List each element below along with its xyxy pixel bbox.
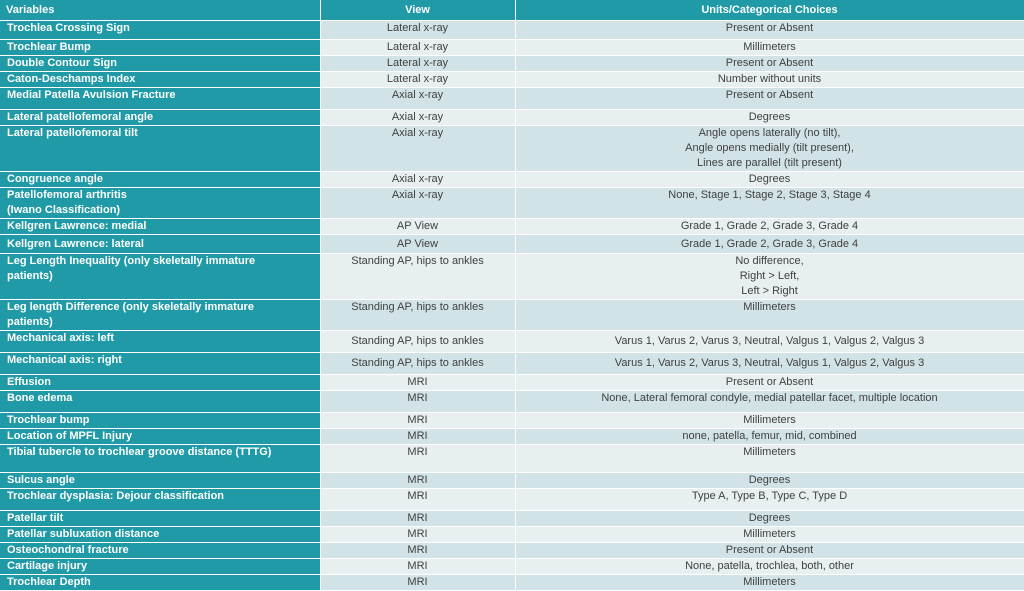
variable-cell: Medial Patella Avulsion Fracture <box>0 88 320 110</box>
view-cell: MRI <box>320 543 515 559</box>
view-cell: MRI <box>320 429 515 445</box>
table-row <box>0 331 1024 353</box>
units-cell: Present or Absent <box>515 375 1024 391</box>
view-cell: MRI <box>320 413 515 429</box>
view-cell: Lateral x-ray <box>320 21 515 40</box>
view-cell: Standing AP, hips to ankles <box>320 300 515 331</box>
table-row <box>0 56 1024 72</box>
table-row <box>0 110 1024 126</box>
variable-cell: Lateral patellofemoral tilt <box>0 126 320 172</box>
units-cell: Varus 1, Varus 2, Varus 3, Neutral, Valgus 1, Valgus 2, Valgus 3 <box>515 331 1024 353</box>
units-cell: None, Lateral femoral condyle, medial patellar facet, multiple location <box>515 391 1024 413</box>
table-row <box>0 575 1024 591</box>
table-row <box>0 188 1024 219</box>
table-row <box>0 429 1024 445</box>
view-cell: Axial x-ray <box>320 110 515 126</box>
variable-cell: Leg length Difference (only skeletally immature patients) <box>0 300 320 331</box>
table-row <box>0 235 1024 254</box>
variable-cell: Effusion <box>0 375 320 391</box>
view-cell: MRI <box>320 511 515 527</box>
table-row <box>0 391 1024 413</box>
variable-cell: Leg Length Inequality (only skeletally immature patients) <box>0 254 320 300</box>
table-row <box>0 511 1024 527</box>
variable-cell: Kellgren Lawrence: lateral <box>0 235 320 254</box>
units-cell: None, Stage 1, Stage 2, Stage 3, Stage 4 <box>515 188 1024 219</box>
header-row <box>0 0 1024 21</box>
view-cell: Axial x-ray <box>320 188 515 219</box>
units-cell: No difference, Right > Left, Left > Right <box>515 254 1024 300</box>
variable-cell: Bone edema <box>0 391 320 413</box>
variable-cell: Location of MPFL Injury <box>0 429 320 445</box>
units-cell: none, patella, femur, mid, combined <box>515 429 1024 445</box>
variable-cell: Trochlear Bump <box>0 40 320 56</box>
view-cell: Standing AP, hips to ankles <box>320 331 515 353</box>
table-row <box>0 353 1024 375</box>
variable-cell: Trochlear Depth <box>0 575 320 591</box>
units-cell: Degrees <box>515 110 1024 126</box>
variable-cell: Mechanical axis: right <box>0 353 320 375</box>
view-cell: Lateral x-ray <box>320 40 515 56</box>
units-cell: Present or Absent <box>515 21 1024 40</box>
table-row <box>0 254 1024 300</box>
variable-cell: Kellgren Lawrence: medial <box>0 219 320 235</box>
units-cell: Millimeters <box>515 575 1024 591</box>
variable-cell: Osteochondral fracture <box>0 543 320 559</box>
units-cell: Millimeters <box>515 413 1024 429</box>
view-cell: AP View <box>320 219 515 235</box>
table-row <box>0 88 1024 110</box>
view-cell: Standing AP, hips to ankles <box>320 254 515 300</box>
units-cell: Degrees <box>515 473 1024 489</box>
variable-cell: Mechanical axis: left <box>0 331 320 353</box>
units-cell: Degrees <box>515 172 1024 188</box>
table-row <box>0 21 1024 40</box>
table-row <box>0 527 1024 543</box>
view-cell: AP View <box>320 235 515 254</box>
variable-cell: Trochlear dysplasia: Dejour classification <box>0 489 320 511</box>
header-view: View <box>320 0 515 21</box>
header-variables: Variables <box>0 0 320 21</box>
table-row <box>0 489 1024 511</box>
units-cell: Present or Absent <box>515 88 1024 110</box>
table-row <box>0 300 1024 331</box>
units-cell: Millimeters <box>515 527 1024 543</box>
table-row <box>0 40 1024 56</box>
variable-cell: Double Contour Sign <box>0 56 320 72</box>
units-cell: Grade 1, Grade 2, Grade 3, Grade 4 <box>515 235 1024 254</box>
variable-cell: Sulcus angle <box>0 473 320 489</box>
variable-cell: Patellofemoral arthritis (Iwano Classification) <box>0 188 320 219</box>
view-cell: Standing AP, hips to ankles <box>320 353 515 375</box>
variable-cell: Trochlea Crossing Sign <box>0 21 320 40</box>
units-cell: Millimeters <box>515 40 1024 56</box>
units-cell: Varus 1, Varus 2, Varus 3, Neutral, Valgus 1, Valgus 2, Valgus 3 <box>515 353 1024 375</box>
table-row <box>0 72 1024 88</box>
table-row <box>0 375 1024 391</box>
view-cell: Axial x-ray <box>320 88 515 110</box>
units-cell: None, patella, trochlea, both, other <box>515 559 1024 575</box>
table-row <box>0 219 1024 235</box>
units-cell: Angle opens laterally (no tilt), Angle opens medially (tilt present), Lines are parallel (tilt present) <box>515 126 1024 172</box>
view-cell: Lateral x-ray <box>320 56 515 72</box>
view-cell: MRI <box>320 375 515 391</box>
view-cell: MRI <box>320 527 515 543</box>
variable-cell: Patellar subluxation distance <box>0 527 320 543</box>
variable-cell: Congruence angle <box>0 172 320 188</box>
variable-cell: Patellar tilt <box>0 511 320 527</box>
view-cell: Axial x-ray <box>320 126 515 172</box>
table-row <box>0 543 1024 559</box>
variable-cell: Caton-Deschamps Index <box>0 72 320 88</box>
table-row <box>0 126 1024 172</box>
variable-cell: Cartilage injury <box>0 559 320 575</box>
view-cell: MRI <box>320 473 515 489</box>
variable-cell: Lateral patellofemoral angle <box>0 110 320 126</box>
view-cell: Axial x-ray <box>320 172 515 188</box>
units-cell: Present or Absent <box>515 543 1024 559</box>
view-cell: MRI <box>320 391 515 413</box>
header-units: Units/Categorical Choices <box>515 0 1024 21</box>
table-row <box>0 413 1024 429</box>
view-cell: MRI <box>320 559 515 575</box>
units-cell: Millimeters <box>515 300 1024 331</box>
units-cell: Millimeters <box>515 445 1024 473</box>
units-cell: Degrees <box>515 511 1024 527</box>
view-cell: MRI <box>320 445 515 473</box>
variable-cell: Tibial tubercle to trochlear groove distance (TTTG) <box>0 445 320 473</box>
table-row <box>0 473 1024 489</box>
variable-cell: Trochlear bump <box>0 413 320 429</box>
view-cell: MRI <box>320 575 515 591</box>
table-row <box>0 559 1024 575</box>
units-cell: Number without units <box>515 72 1024 88</box>
view-cell: MRI <box>320 489 515 511</box>
units-cell: Grade 1, Grade 2, Grade 3, Grade 4 <box>515 219 1024 235</box>
table-row <box>0 172 1024 188</box>
units-cell: Type A, Type B, Type C, Type D <box>515 489 1024 511</box>
view-cell: Lateral x-ray <box>320 72 515 88</box>
table-row <box>0 445 1024 473</box>
units-cell: Present or Absent <box>515 56 1024 72</box>
